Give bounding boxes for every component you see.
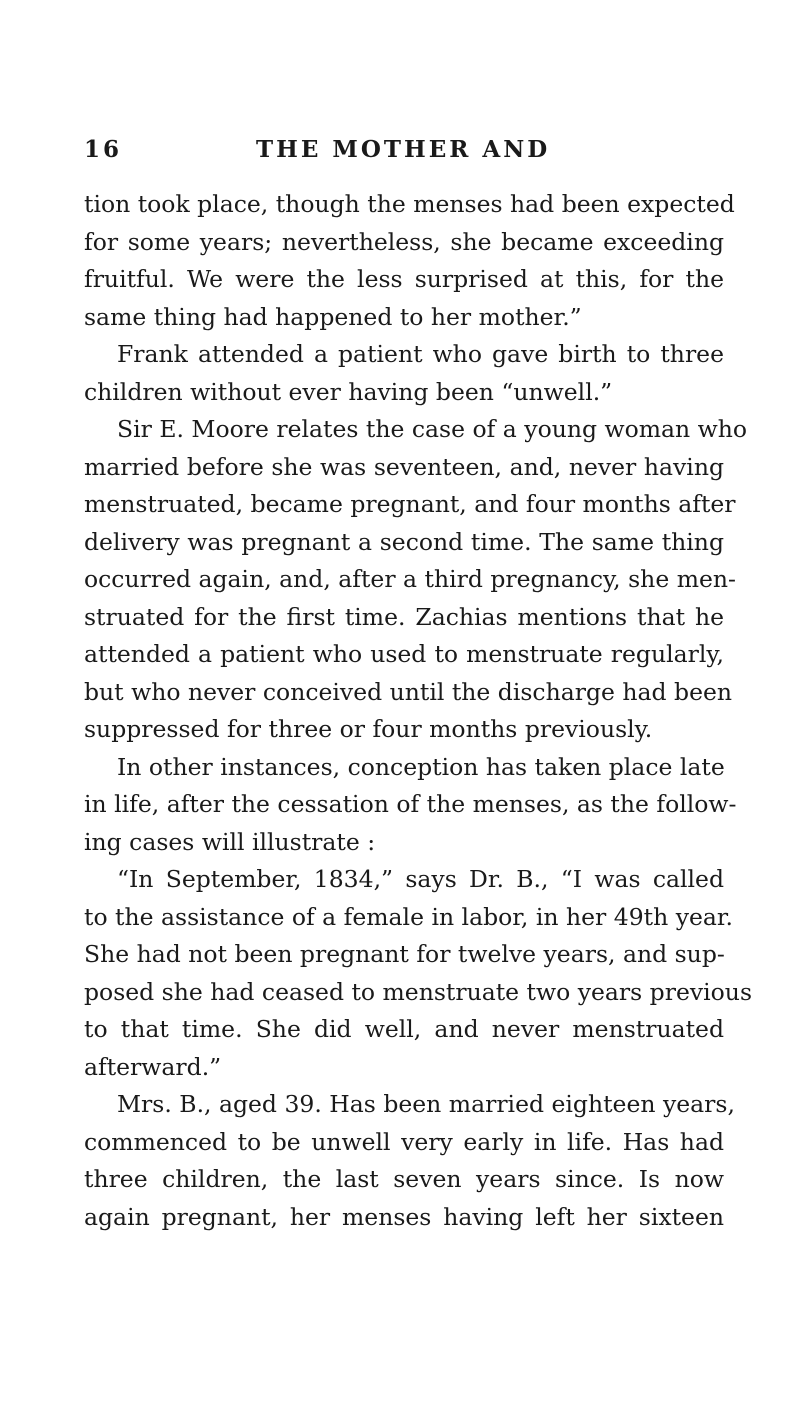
text-line: Sir E. Moore relates the case of a young woman who — [117, 415, 748, 443]
text-line: to that time. She did well, and never menstruated — [84, 1015, 724, 1043]
text-line: Frank attended a patient who gave birth to three — [117, 340, 724, 368]
body-text — [84, 186, 753, 1236]
text-line: again pregnant, her menses having left her sixteen — [84, 1202, 724, 1231]
text-line: in life, after the cessation of the menses, as the follow- — [84, 790, 737, 818]
text-line: posed she had ceased to menstruate two years previous — [84, 977, 753, 1006]
text-line: suppressed for three or four months previously. — [84, 715, 653, 743]
text-line: commenced to be unwell very early in life. Has had — [84, 1127, 724, 1156]
text-line: She had not been pregnant for twelve years, and sup- — [84, 940, 725, 968]
text-line: same thing had happened to her mother.” — [84, 302, 582, 331]
text-line: menstruated, became pregnant, and four months after — [84, 490, 736, 518]
text-line: children without ever having been “unwell.” — [84, 377, 613, 406]
text-line: Mrs. B., aged 39. Has been married eighteen years, — [117, 1090, 735, 1118]
text-line: In other instances, conception has taken place late — [117, 752, 725, 781]
text-line: but who never conceived until the discharge had been — [84, 677, 733, 706]
text-line: for some years; nevertheless, she became exceeding — [84, 227, 724, 256]
text-line: occurred again, and, after a third pregnancy, she men- — [84, 565, 736, 593]
page-header — [84, 136, 724, 176]
text-line: afterward.” — [84, 1052, 222, 1081]
page-number: 16 — [84, 136, 123, 163]
text-line: delivery was pregnant a second time. The same thing — [84, 527, 724, 556]
text-line: fruitful. We were the less surprised at this, for the — [84, 265, 724, 293]
text-line: struated for the first time. Zachias mentions that he — [84, 602, 724, 631]
text-line: married before she was seventeen, and, never having — [84, 452, 724, 481]
running-title: THE MOTHER AND — [256, 136, 551, 163]
text-line: ing cases will illustrate : — [84, 827, 376, 856]
text-line: to the assistance of a female in labor, in her 49th year. — [84, 902, 734, 931]
text-line: “In September, 1834,” says Dr. B., “I was called — [117, 865, 724, 893]
text-line: attended a patient who used to menstruate regularly, — [84, 640, 724, 668]
text-line: tion took place, though the menses had been expected — [84, 190, 735, 218]
text-line: three children, the last seven years since. Is now — [84, 1165, 724, 1193]
